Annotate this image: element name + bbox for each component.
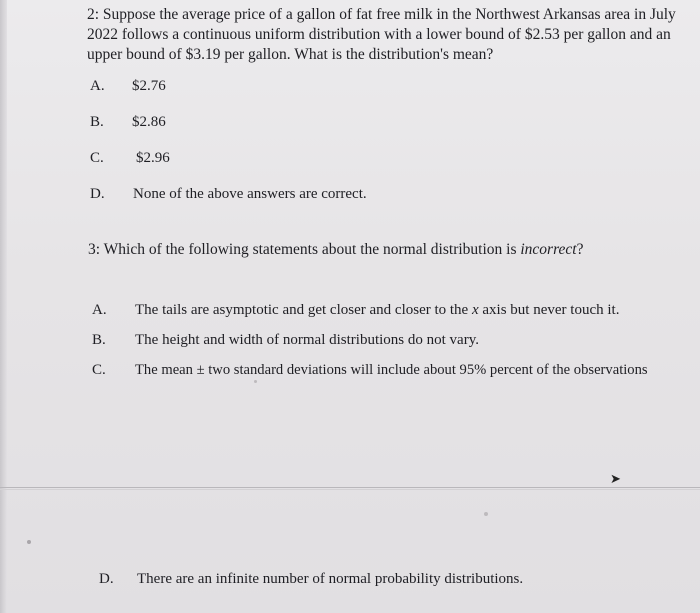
q2-option-b-letter: B. <box>90 114 104 130</box>
q2-option-d-letter: D. <box>90 186 105 202</box>
q2-option-b-text: $2.86 <box>132 114 166 130</box>
question-2-text: 2: Suppose the average price of a gallon of fat free milk in the Northwest Arkansas area in July 2022 follows a continuous uniform distribution with a lower bound of $2.53 per gallon and an upper bound of $3.19 per gallon. What is the distribution's mean? <box>87 6 676 63</box>
q3-option-c-text: The mean ± two standard deviations will include about 95% percent of the observations <box>135 362 648 378</box>
q3-option-a-text <box>135 302 619 319</box>
scan-speck <box>254 380 257 383</box>
question-3-text-end: ? <box>576 241 584 258</box>
page-edge <box>0 0 7 613</box>
q2-option-c-text: $2.96 <box>136 150 170 166</box>
q3-option-d-letter: D. <box>99 571 114 587</box>
page-divider-shadow <box>0 489 700 490</box>
q3-option-a-text-end: axis but never touch it. <box>478 302 620 318</box>
q2-option-a-text: $2.76 <box>132 78 166 94</box>
q3-option-a-x-variable: x <box>471 302 479 318</box>
cursor-arrow-icon: ➤ <box>610 472 621 487</box>
q3-option-a-letter: A. <box>92 302 107 318</box>
question-3-text-start: 3: Which of the following statements about the normal distribution is <box>88 241 521 258</box>
question-3-text <box>88 240 678 260</box>
page-divider <box>0 487 700 488</box>
q2-option-c-letter: C. <box>90 150 104 166</box>
q2-option-d-text: None of the above answers are correct. <box>133 186 367 202</box>
q3-option-c-letter: C. <box>92 362 106 378</box>
q2-option-a-letter: A. <box>90 78 105 94</box>
q3-option-d-text: There are an infinite number of normal probability distributions. <box>137 571 524 587</box>
scan-speck <box>484 512 488 516</box>
scan-speck <box>27 540 31 544</box>
question-3-emphasis: incorrect <box>520 241 577 258</box>
q3-option-b-text: The height and width of normal distributions do not vary. <box>135 332 479 348</box>
q3-option-b-letter: B. <box>92 332 106 348</box>
q3-option-a-text-start: The tails are asymptotic and get closer and closer to the <box>135 302 472 318</box>
